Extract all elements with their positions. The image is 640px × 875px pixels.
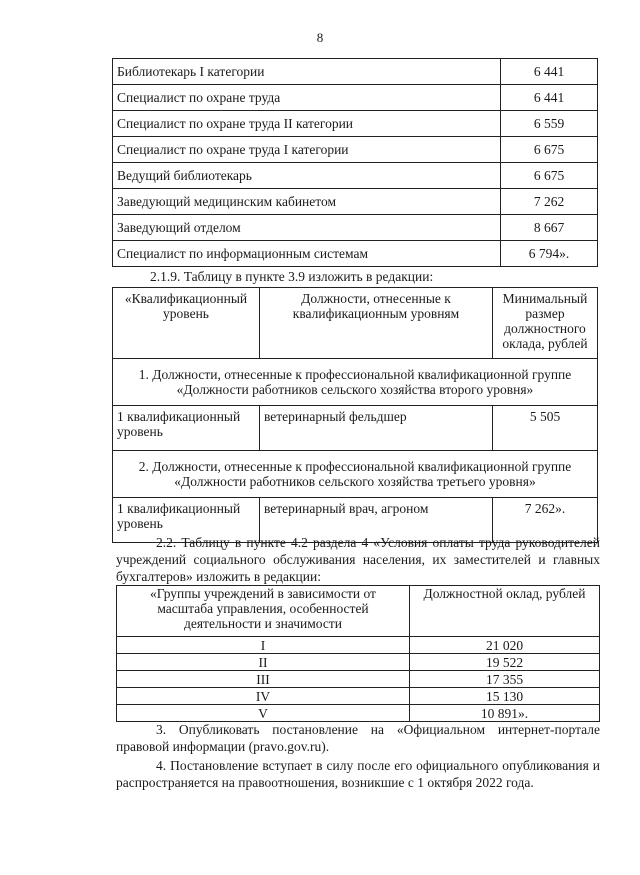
paragraph-text: 3. Опубликовать постановление на «Официальном интернет-портале правовой информации (pravo.gov.ru). <box>116 722 600 754</box>
qualification-table <box>112 287 598 543</box>
salary-cell: 5 505 <box>493 406 598 451</box>
group-row <box>113 451 598 498</box>
position-cell: Библиотекарь I категории <box>113 59 501 85</box>
salary-cell: 19 522 <box>410 654 600 671</box>
header-positions: Должности, отнесенные к квалификационным уровням <box>260 288 493 359</box>
position-cell: Специалист по охране труда II категории <box>113 111 501 137</box>
salary-table-continued <box>112 58 598 267</box>
group-cell: III <box>117 671 410 688</box>
paragraph-4 <box>116 757 600 791</box>
table-row <box>117 671 600 688</box>
table-row <box>117 637 600 654</box>
table-row <box>113 215 598 241</box>
salary-cell: 6 441 <box>501 85 598 111</box>
level-cell: 1 квалификационный уровень <box>113 498 260 543</box>
salary-cell: 7 262». <box>493 498 598 543</box>
salary-cell: 6 675 <box>501 137 598 163</box>
header-salary: Минимальный размер должностного оклада, рублей <box>493 288 598 359</box>
paragraph-text: 2.2. Таблицу в пункте 4.2 раздела 4 «Условия оплаты труда руководителей учреждений социального обслуживания населения, их заместителей и главных бухгалтеров» изложить в редакции: <box>116 535 600 584</box>
table-row <box>113 59 598 85</box>
group-cell: V <box>117 705 410 722</box>
table-row <box>117 705 600 722</box>
position-cell: Ведущий библиотекарь <box>113 163 501 189</box>
paragraph-3 <box>116 721 600 755</box>
table-row <box>113 111 598 137</box>
paragraph-2-2 <box>116 534 600 585</box>
salary-cell: 15 130 <box>410 688 600 705</box>
salary-cell: 17 355 <box>410 671 600 688</box>
table-row <box>117 654 600 671</box>
group-title: 1. Должности, отнесенные к профессиональной квалификационной группе «Должности работников сельского хозяйства второго уровня» <box>113 359 598 406</box>
table-row <box>113 163 598 189</box>
salary-cell: 7 262 <box>501 189 598 215</box>
group-cell: IV <box>117 688 410 705</box>
salary-cell: 8 667 <box>501 215 598 241</box>
table-row <box>113 189 598 215</box>
group-cell: II <box>117 654 410 671</box>
position-cell: ветеринарный врач, агроном <box>260 498 493 543</box>
position-cell: Специалист по информационным системам <box>113 241 501 267</box>
page-number: 8 <box>316 30 324 45</box>
salary-cell: 10 891». <box>410 705 600 722</box>
position-cell: Заведующий медицинским кабинетом <box>113 189 501 215</box>
header-groups: «Группы учреждений в зависимости от масштаба управления, особенностей деятельности и значимости <box>117 586 410 637</box>
position-cell: Специалист по охране труда <box>113 85 501 111</box>
table-row <box>113 241 598 267</box>
salary-cell: 6 559 <box>501 111 598 137</box>
header-salary: Должностной оклад, рублей <box>410 586 600 637</box>
table-row <box>113 85 598 111</box>
position-cell: Специалист по охране труда I категории <box>113 137 501 163</box>
header-level: «Квалификационный уровень <box>113 288 260 359</box>
salary-cell: 6 675 <box>501 163 598 189</box>
level-cell: 1 квалификационный уровень <box>113 406 260 451</box>
group-row <box>113 359 598 406</box>
position-cell: ветеринарный фельдшер <box>260 406 493 451</box>
group-cell: I <box>117 637 410 654</box>
salary-cell: 21 020 <box>410 637 600 654</box>
table-header-row <box>113 288 598 359</box>
salary-cell: 6 794». <box>501 241 598 267</box>
table-row <box>117 688 600 705</box>
table-row <box>113 137 598 163</box>
table-header-row <box>117 586 600 637</box>
table-row <box>113 406 598 451</box>
position-cell: Заведующий отделом <box>113 215 501 241</box>
group-title: 2. Должности, отнесенные к профессиональной квалификационной группе «Должности работников сельского хозяйства третьего уровня» <box>113 451 598 498</box>
manager-salary-table <box>116 585 600 722</box>
paragraph-text: 4. Постановление вступает в силу после его официального опубликования и распространяется на правоотношения, возникшие с 1 октября 2022 года. <box>116 758 600 790</box>
paragraph-2-1-9: 2.1.9. Таблицу в пункте 3.9 изложить в редакции: <box>150 269 434 284</box>
salary-cell: 6 441 <box>501 59 598 85</box>
